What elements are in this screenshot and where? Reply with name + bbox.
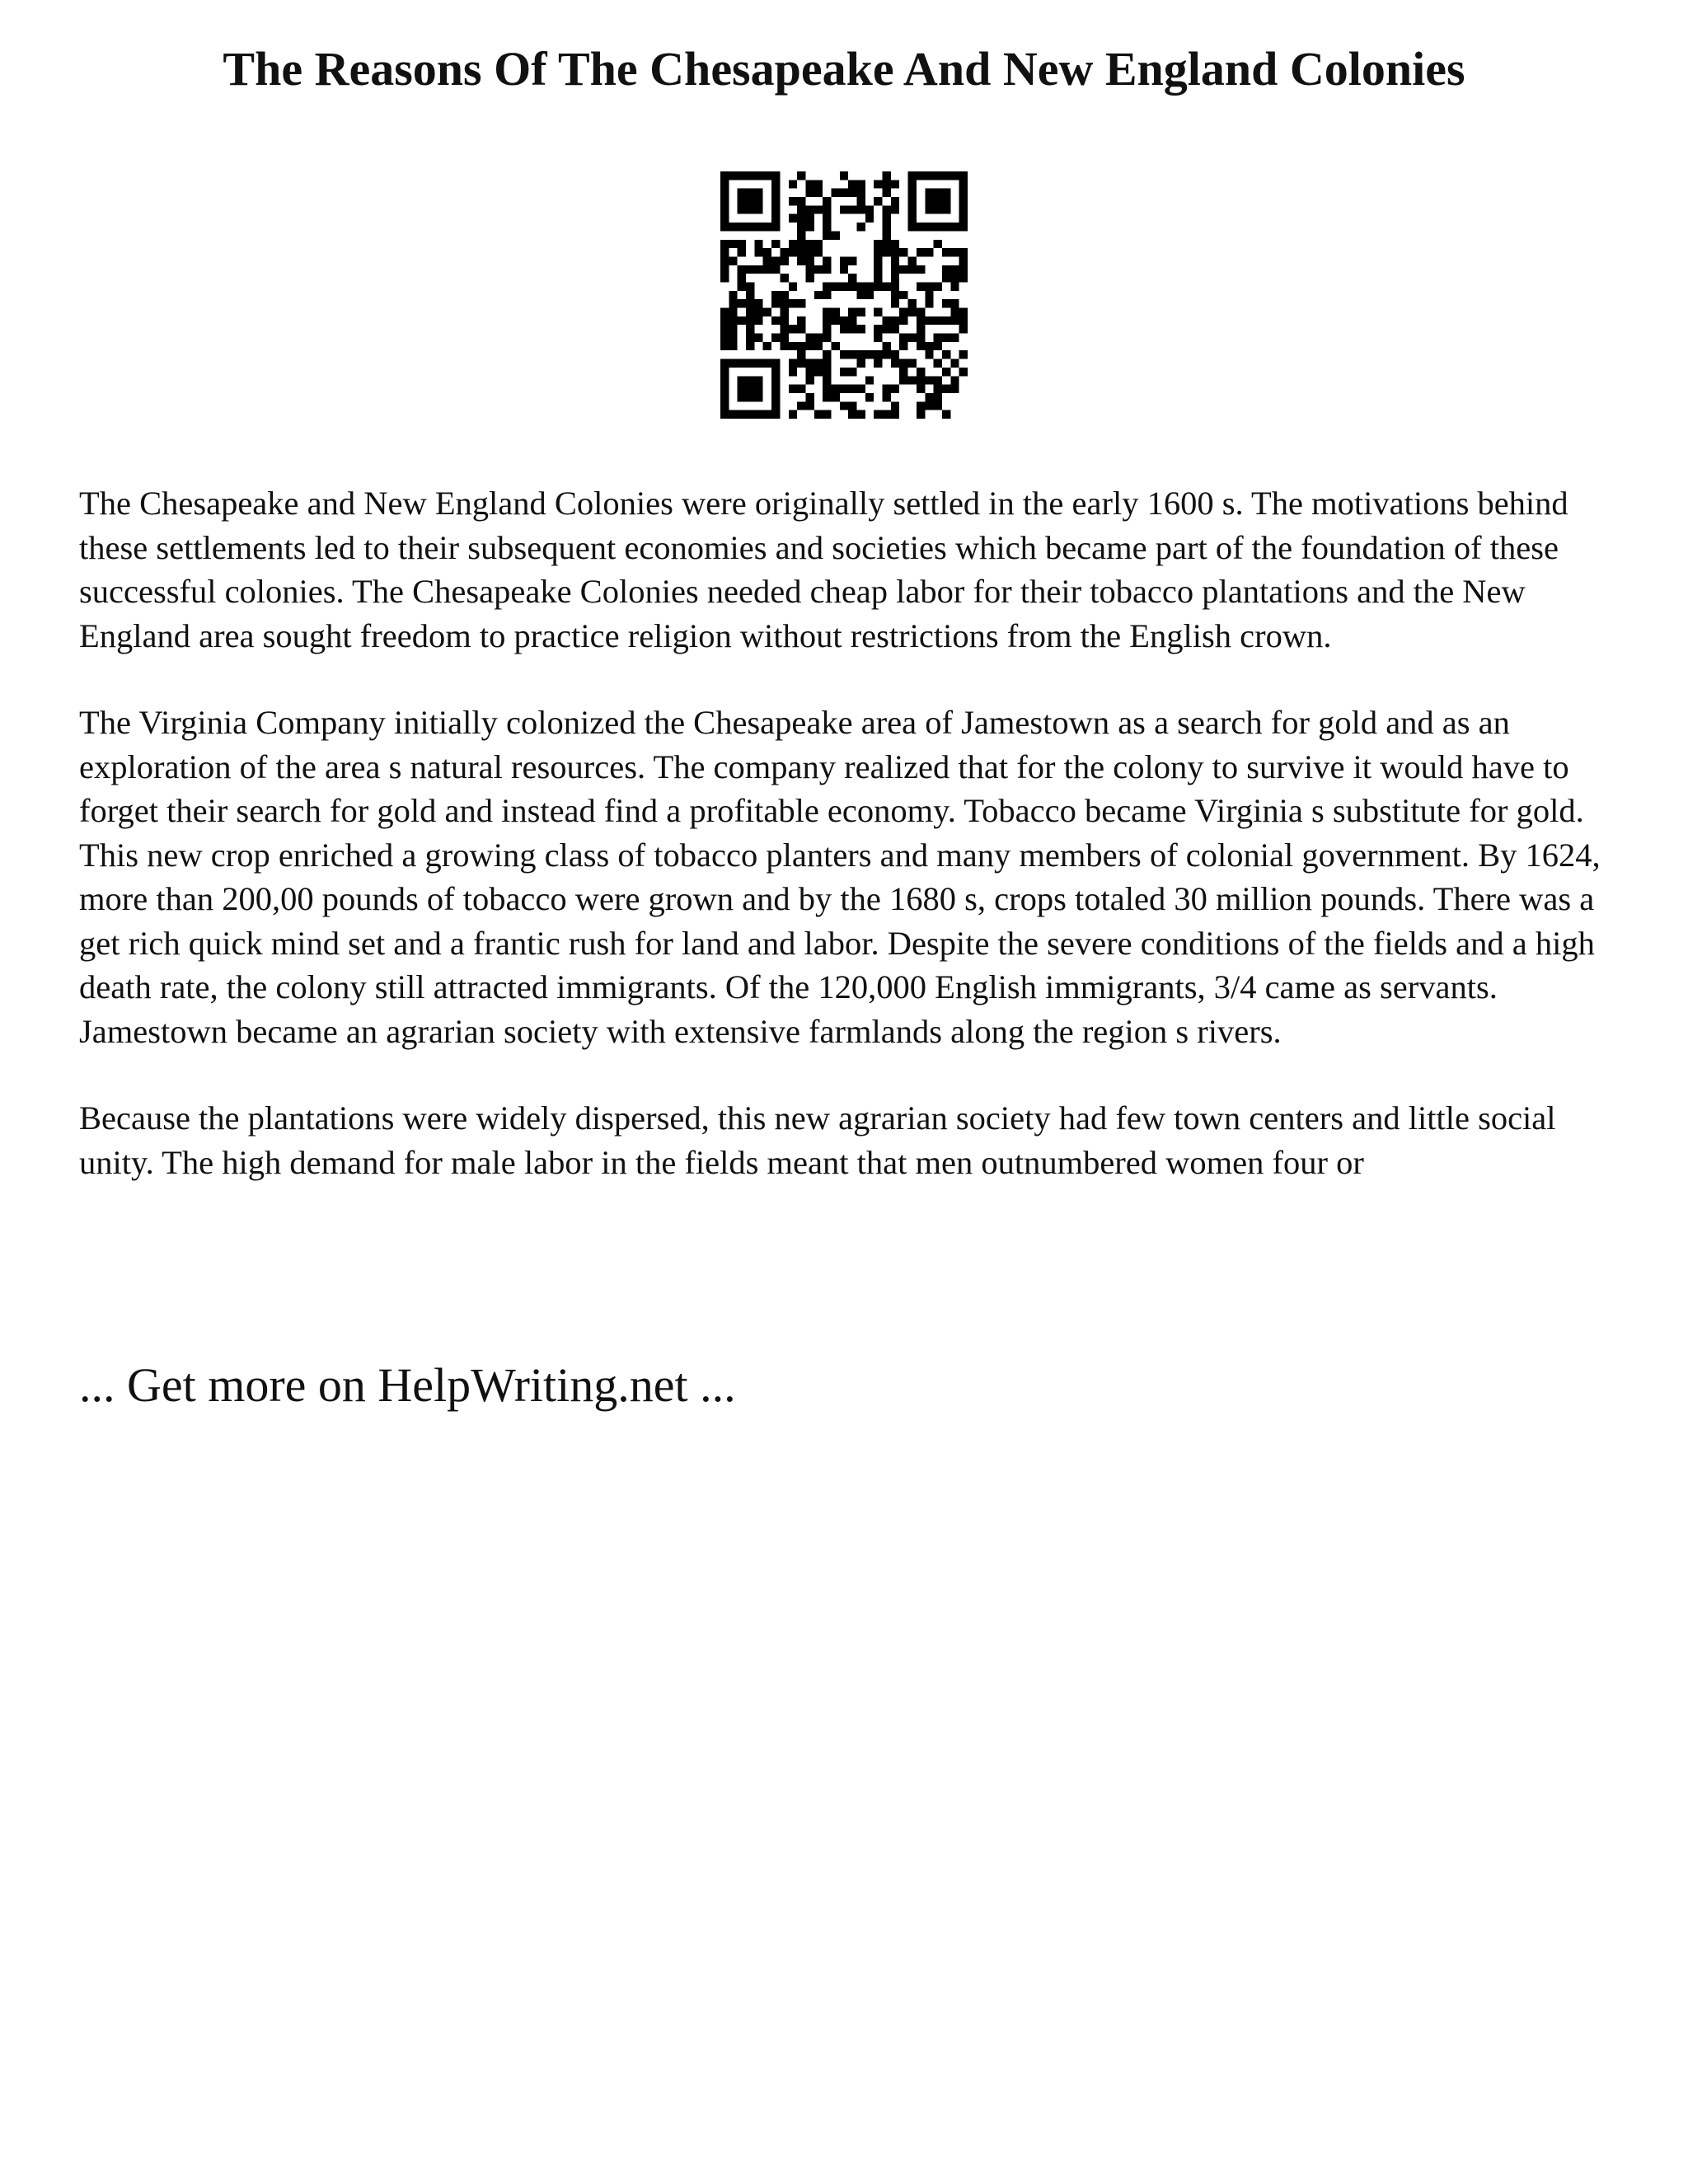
paragraph: The Chesapeake and New England Colonies were originally settled in the early 1600 s. The motivations behind these settlements led to their subsequent economies and societies which became part of the foundation of these successful colonies. The Chesapeake Colonies needed cheap labor for their tobacco plantations and the New England area sought freedom to practice religion without restrictions from the English crown. [79,485,1568,654]
document-body [79,481,1629,1227]
document-title: The Reasons Of The Chesapeake And New England Colonies [223,42,1465,96]
get-more-link[interactable]: ... Get more on HelpWriting.net ... [79,1358,736,1412]
paragraph: Because the plantations were widely dispersed, this new agrarian society had few town centers and little social unity. The high demand for male labor in the fields meant that men outnumbered women four or [79,1099,1556,1181]
paragraph: The Virginia Company initially colonized the Chesapeake area of Jamestown as a search for gold and as an exploration of the area s natural resources. The company realized that for the colony to survive it would have to forget their search for gold and instead find a profitable economy. Tobacco became Virginia s substitute for gold. This new crop enriched a growing class of tobacco planters and many members of colonial government. By 1624, more than 200,00 pounds of tobacco were grown and by the 1680 s, crops totaled 30 million pounds. There was a get rich quick mind set and a frantic rush for land and labor. Despite the severe conditions of the fields and a high death rate, the colony still attracted immigrants. Of the 120,000 English immigrants, 3/4 came as servants. Jamestown became an agrarian society with extensive farmlands along the region s rivers. [79,704,1601,1050]
qr-code-icon[interactable] [720,171,968,419]
